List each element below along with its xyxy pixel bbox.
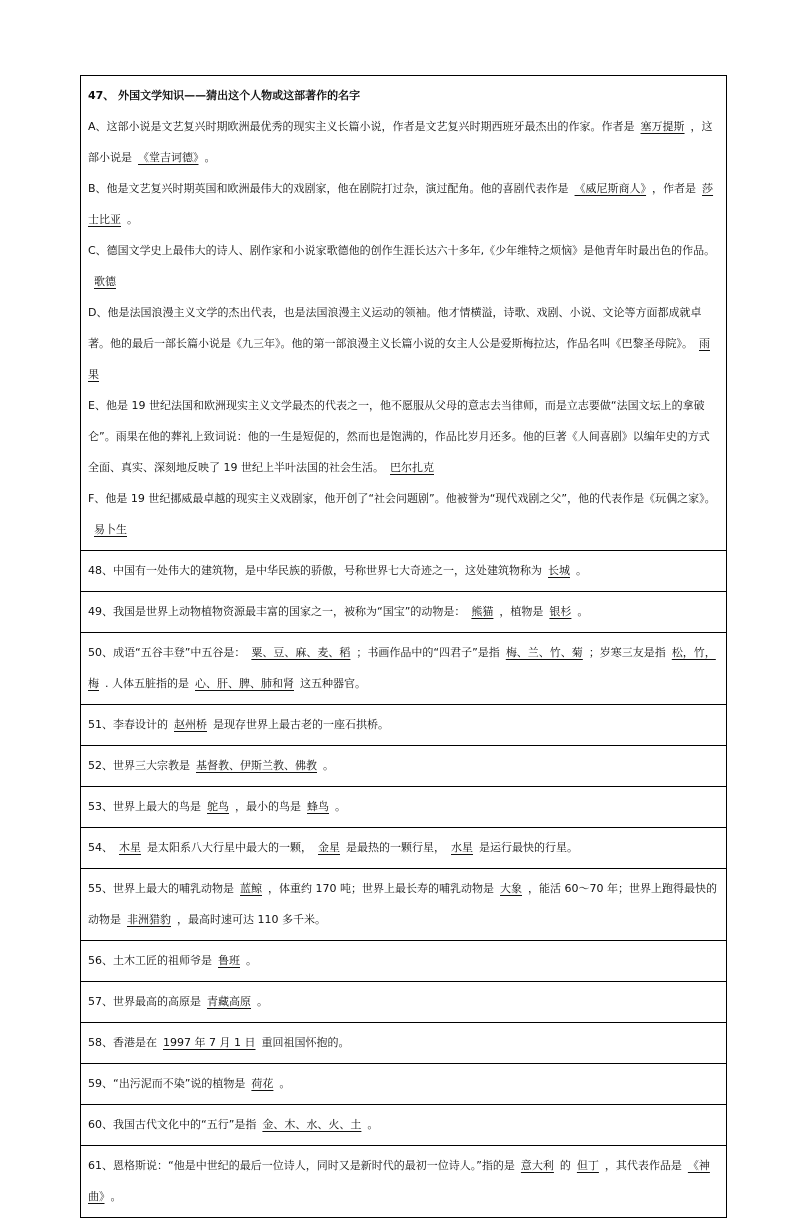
question-sheet <box>80 75 727 1218</box>
answer: 熊猫 <box>471 605 494 618</box>
answer: 1997 年 7 月 1 日 <box>163 1036 256 1049</box>
question-row-50: 50、成语“五谷丰登”中五谷是： 粟、豆、麻、麦、稻 ；书画作品中的“四君子”是指 梅、兰、竹、菊 ；岁寒三友是指 松，竹，梅 . 人体五脏指的是 心、肝、脾、肺和肾 这五种器官。 <box>81 633 727 705</box>
answer: 银杉 <box>549 605 572 618</box>
question-row-55: 55、世界上最大的哺乳动物是 蓝鲸 ，体重约 170 吨；世界上最长寿的哺乳动物是 大象 ，能活 60～70 年；世界上跑得最快的动物是 非洲猎豹 ，最高时速可达 110 多千米。 <box>81 869 727 941</box>
answer: 塞万提斯 <box>640 120 685 133</box>
answer: 莎士比亚 <box>88 182 714 226</box>
answer: 荷花 <box>251 1077 274 1090</box>
item-d: D、他是法国浪漫主义文学的杰出代表，也是法国浪漫主义运动的领袖。他才情横溢，诗歌、戏剧、小说、文论等方面都成就卓著。他的最后一部长篇小说是《九三年》。他的第一部浪漫主义长篇小说的女主人公是爱斯梅拉达，作品名叫《巴黎圣母院》。 雨果 <box>88 306 710 381</box>
answer: 松，竹，梅 <box>88 646 716 690</box>
answer: 易卜生 <box>94 523 127 536</box>
answer: 但丁 <box>576 1159 599 1172</box>
answer: 雨果 <box>88 337 710 381</box>
answer: 《威尼斯商人》 <box>574 182 647 195</box>
item-a: A、这部小说是文艺复兴时期欧洲最优秀的现实主义长篇小说，作者是文艺复兴时期西班牙最杰出的作家。作者是 塞万提斯 ，这部小说是 《堂吉诃德》 。 <box>88 120 713 164</box>
question-row-60: 60、我国古代文化中的“五行”是指 金、木、水、火、土 。 <box>81 1105 727 1146</box>
answer: 金、木、水、火、土 <box>262 1118 362 1131</box>
question-row-52: 52、世界三大宗教是 基督教、伊斯兰教、佛教 。 <box>81 746 727 787</box>
question-row-47 <box>81 76 727 551</box>
answer: 非洲猎豹 <box>127 913 171 926</box>
question-row-53: 53、世界上最大的鸟是 鸵鸟 ，最小的鸟是 蜂鸟 。 <box>81 787 727 828</box>
answer: 青藏高原 <box>207 995 251 1008</box>
item-b: B、他是文艺复兴时期英国和欧洲最伟大的戏剧家，他在剧院打过杂，演过配角。他的喜剧代表作是 《威尼斯商人》 ，作者是 莎士比亚 。 <box>88 182 714 226</box>
answer: 长城 <box>548 564 570 577</box>
section-title: 47、 外国文学知识——猜出这个人物或这部著作的名字 <box>88 89 361 102</box>
answer: 心、肝、脾、肺和肾 <box>195 677 294 690</box>
answer: 《神曲》 <box>88 1159 710 1203</box>
answer: 粟、豆、麻、麦、稻 <box>251 646 351 659</box>
answer: 意大利 <box>520 1159 554 1172</box>
question-row-48: 48、中国有一处伟大的建筑物，是中华民族的骄傲，号称世界七大奇迹之一，这处建筑物称为 长城 。 <box>81 551 727 592</box>
answer: 鸵鸟 <box>207 800 229 813</box>
question-row-54: 54、 木星 是太阳系八大行星中最大的一颗， 金星 是最热的一颗行星， 水星 是运行最快的行星。 <box>81 828 727 869</box>
question-row-51: 51、李春设计的 赵州桥 是现存世界上最古老的一座石拱桥。 <box>81 705 727 746</box>
answer: 金星 <box>318 841 340 854</box>
item-f: F、他是 19 世纪挪威最卓越的现实主义戏剧家，他开创了“社会问题剧”。他被誉为“现代戏剧之父”，他的代表作是《玩偶之家》。易卜生 <box>88 492 716 536</box>
answer: 蜂鸟 <box>307 800 329 813</box>
question-row-49: 49、我国是世界上动物植物资源最丰富的国家之一，被称为“国宝”的动物是： 熊猫 ，植物是 银杉 。 <box>81 592 727 633</box>
item-c: C、德国文学史上最伟大的诗人、剧作家和小说家歌德他的创作生涯长达六十多年,《少年维特之烦恼》是他青年时最出色的作品。歌德 <box>88 244 716 288</box>
question-row-61: 61、恩格斯说：“他是中世纪的最后一位诗人，同时又是新时代的最初一位诗人。”指的是 意大利 的 但丁 ，其代表作品是 《神曲》 。 <box>81 1146 727 1218</box>
answer: 巴尔扎克 <box>390 461 434 474</box>
answer: 《堂吉诃德》 <box>138 151 199 164</box>
answer: 鲁班 <box>218 954 240 967</box>
answer: 蓝鲸 <box>240 882 262 895</box>
question-row-59: 59、“出污泥而不染”说的植物是 荷花 。 <box>81 1064 727 1105</box>
question-row-57: 57、世界最高的高原是 青藏高原 。 <box>81 982 727 1023</box>
answer: 梅、兰、竹、菊 <box>505 646 583 659</box>
answer: 水星 <box>451 841 473 854</box>
question-row-58: 58、香港是在 1997 年 7 月 1 日 重回祖国怀抱的。 <box>81 1023 727 1064</box>
item-e: E、他是 19 世纪法国和欧洲现实主义文学最杰的代表之一，他不愿服从父母的意志去当律师，而是立志要做“法国文坛上的拿破仑”。雨果在他的葬礼上致词说：他的一生是短促的，然而也是饱满的，作品比岁月还多。他的巨著《人间喜剧》以编年史的方式全面、真实、深刻地反映了 19 世纪上半叶法国的社会生活。 巴尔扎克 <box>88 399 710 474</box>
answer: 基督教、伊斯兰教、佛教 <box>196 759 317 772</box>
question-table <box>80 75 727 1218</box>
answer: 大象 <box>500 882 522 895</box>
answer: 赵州桥 <box>174 718 207 731</box>
question-row-56: 56、土木工匠的祖师爷是 鲁班 。 <box>81 941 727 982</box>
answer: 木星 <box>119 841 141 854</box>
answer: 歌德 <box>94 275 116 288</box>
